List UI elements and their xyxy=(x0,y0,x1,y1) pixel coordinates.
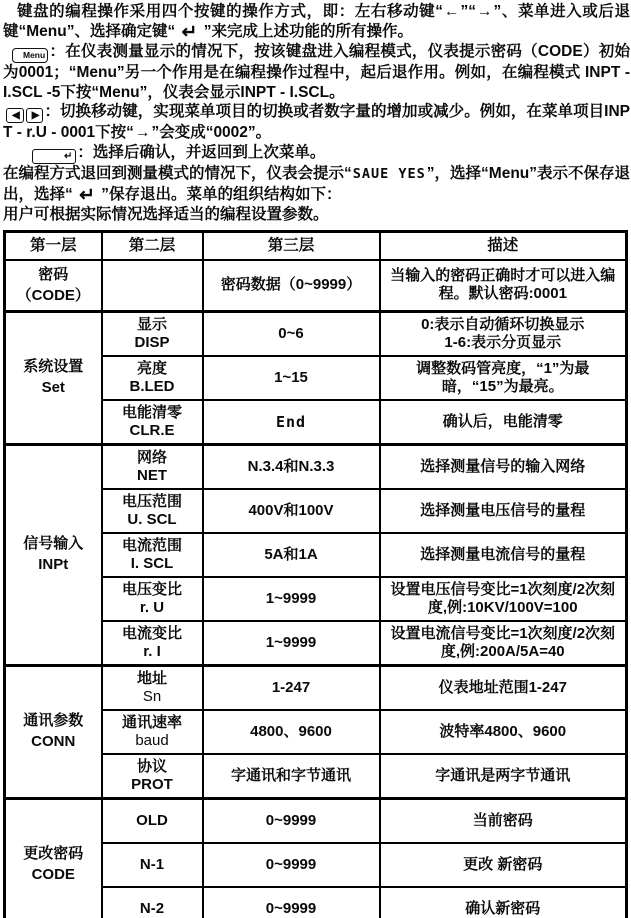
cell-layer3: 0~9999 xyxy=(203,798,380,843)
intro-paragraph xyxy=(3,102,630,143)
table-body xyxy=(5,260,627,918)
cell-description xyxy=(380,665,627,710)
cell-layer3: 1~9999 xyxy=(203,621,380,666)
layer2-line: I. SCL xyxy=(130,554,174,572)
cell-description xyxy=(380,710,627,754)
cell-layer3: 0~6 xyxy=(203,311,380,356)
layer2-line: U. SCL xyxy=(127,510,177,528)
cell-layer3: 字通讯和字节通讯 xyxy=(203,754,380,799)
layer2-line: 显示 xyxy=(136,315,167,333)
column-header: 第三层 xyxy=(203,231,380,260)
layer2-line: 通讯速率 xyxy=(121,713,182,731)
cell-layer2 xyxy=(102,798,203,843)
description-line: 当前密码 xyxy=(472,811,533,829)
layer1-line: 系统设置 xyxy=(23,358,84,376)
intro-paragraph xyxy=(3,143,630,164)
table-header xyxy=(5,231,627,260)
layer2-line: NET xyxy=(137,466,167,484)
description-line: 更改 新密码 xyxy=(463,855,543,873)
intro-paragraph xyxy=(3,42,630,103)
table-row xyxy=(5,444,627,489)
layer1-line: CODE xyxy=(31,866,75,884)
table-row xyxy=(5,311,627,356)
layer2-line: DISP xyxy=(134,333,170,351)
layer2-line: 电流范围 xyxy=(121,536,182,554)
layer2-line: 协议 xyxy=(136,757,167,775)
cell-description xyxy=(380,489,627,533)
layer2-line: N-2 xyxy=(139,899,165,917)
left-key-icon: ◀ xyxy=(6,108,24,123)
cell-layer2 xyxy=(102,400,203,445)
layer2-line: OLD xyxy=(136,811,168,829)
layer2-line: 电能清零 xyxy=(121,403,182,421)
layer2-line: N-1 xyxy=(139,855,165,873)
cell-description xyxy=(380,887,627,918)
cell-description xyxy=(380,260,627,312)
menu-structure-table xyxy=(3,230,628,918)
enter-glyph: ↵ xyxy=(181,21,198,43)
text-run: ”保存退出。菜单的组织结构如下： xyxy=(96,185,342,203)
right-key-icon: ▶ xyxy=(26,108,44,123)
cell-description xyxy=(380,843,627,887)
cell-description xyxy=(380,400,627,445)
text-run: ：选择后确认，并返回到上次菜单。 xyxy=(77,144,326,162)
cell-layer1 xyxy=(5,444,102,665)
header-row xyxy=(5,231,627,260)
cell-layer2 xyxy=(102,356,203,400)
text-run: ”“ xyxy=(460,3,477,20)
description-line: 设置电压信号变比=1次刻度/2次刻度,例:10KV/100V=100 xyxy=(390,580,616,616)
description-line: 字通讯是两字节通讯 xyxy=(435,766,571,784)
text-run: ”、菜单进入或后退键“Menu”、选择确定键“ xyxy=(3,3,630,40)
description-line: 设置电流信号变比=1次刻度/2次刻度,例:200A/5A=40 xyxy=(390,624,616,660)
layer1-line: （CODE） xyxy=(16,286,90,304)
intro-paragraph xyxy=(3,2,630,42)
cell-layer3: 0~9999 xyxy=(203,843,380,887)
cell-layer3: 0~9999 xyxy=(203,887,380,918)
intro-text xyxy=(3,2,630,225)
cell-layer2 xyxy=(102,260,203,312)
cell-description xyxy=(380,798,627,843)
description-line: 仪表地址范围1-247 xyxy=(438,678,567,696)
cell-description xyxy=(380,444,627,489)
layer2-line: 电压变比 xyxy=(121,580,182,598)
cell-layer1 xyxy=(5,665,102,798)
intro-paragraph xyxy=(3,205,630,225)
layer1-line: 通讯参数 xyxy=(23,712,84,730)
description-line: 波特率4800、9600 xyxy=(439,722,567,740)
table-row xyxy=(5,260,627,312)
cell-layer3: N.3.4和N.3.3 xyxy=(203,444,380,489)
cell-description xyxy=(380,356,627,400)
cell-description xyxy=(380,577,627,621)
cell-layer2 xyxy=(102,577,203,621)
cell-layer1 xyxy=(5,260,102,312)
cell-layer2 xyxy=(102,533,203,577)
text-run: ：切换移动键，实现菜单项目的切换或者数字量的增加或减少。例如，在菜单项目INPT - r.U - 0001下按“ xyxy=(3,103,630,142)
left-arrow-glyph: ← xyxy=(444,3,460,20)
cell-description xyxy=(380,621,627,666)
layer1-line: CONN xyxy=(31,733,76,751)
layer2-line: 网络 xyxy=(136,448,167,466)
description-line: 确认新密码 xyxy=(465,899,541,917)
description-line: 确认后，电能清零 xyxy=(442,412,563,430)
layer2-line: PROT xyxy=(131,775,173,793)
cell-layer3: End xyxy=(203,400,380,445)
text-run: 在编程方式退回到测量模式的情况下，仪表会提示“ xyxy=(3,165,352,183)
cell-description xyxy=(380,754,627,799)
text-run: ：在仪表测量显示的情况下，按该键盘进入编程模式，仪表提示密码（CODE）初始为0001；“Menu”另一个作用是在编程操作过程中，起后退作用。例如，在编程模式 INPT - I.SCL -5下按“Menu”，仪表会显示INPT - I.SCL。 xyxy=(3,42,630,101)
cell-layer3: 5A和1A xyxy=(203,533,380,577)
layer1-line: Set xyxy=(41,379,65,397)
enter-glyph: ↵ xyxy=(79,184,95,206)
layer2-line: 亮度 xyxy=(136,359,167,377)
layer2-line: 电流变比 xyxy=(121,624,182,642)
cell-layer2 xyxy=(102,843,203,887)
table-row xyxy=(5,798,627,843)
layer2-line: baud xyxy=(135,731,169,749)
cell-layer2 xyxy=(102,489,203,533)
column-header: 描述 xyxy=(380,231,627,260)
right-arrow-glyph: → xyxy=(134,124,151,142)
text-run: ”来完成上述功能的所有操作。 xyxy=(199,22,414,40)
cell-layer2 xyxy=(102,621,203,666)
layer2-line: Sn xyxy=(142,687,162,705)
cell-layer3: 密码数据（0~9999） xyxy=(203,260,380,312)
enter-key-icon: ↵ xyxy=(32,149,76,164)
layer1-line: 更改密码 xyxy=(23,845,84,863)
description-line: 调整数码管亮度，“1”为最暗，“15”为最亮。 xyxy=(416,359,590,395)
layer2-line: 电压范围 xyxy=(121,492,182,510)
layer2-line: r. U xyxy=(139,598,165,616)
layer1-line: 信号输入 xyxy=(23,535,84,553)
column-header: 第一层 xyxy=(5,231,102,260)
description-line: 当输入的密码正确时才可以进入编程。默认密码:0001 xyxy=(390,267,616,303)
cell-layer2 xyxy=(102,444,203,489)
layer1-line: INPt xyxy=(38,556,69,574)
cell-layer2 xyxy=(102,710,203,754)
table-row xyxy=(5,665,627,710)
text-run: 键盘的编程操作采用四个按键的操作方式，即：左右移动键“ xyxy=(17,3,444,20)
text-run: ”会变成“0002”。 xyxy=(151,124,272,142)
description-line: 1-6:表示分页显示 xyxy=(444,333,562,351)
layer2-line: 地址 xyxy=(136,669,167,687)
cell-layer1 xyxy=(5,798,102,918)
cell-layer3: 400V和100V xyxy=(203,489,380,533)
description-line: 选择测量电流信号的量程 xyxy=(420,545,586,563)
description-line: 选择测量电压信号的量程 xyxy=(420,501,586,519)
column-header: 第二层 xyxy=(102,231,203,260)
cell-layer2 xyxy=(102,311,203,356)
cell-layer3: 1~9999 xyxy=(203,577,380,621)
layer1-line: 密码 xyxy=(38,265,69,283)
text-run: 用户可根据实际情况选择适当的编程设置参数。 xyxy=(3,205,329,223)
intro-paragraph xyxy=(3,164,630,205)
cell-description xyxy=(380,533,627,577)
right-arrow-glyph: → xyxy=(477,3,493,20)
seven-segment-text: SAUE YES xyxy=(352,166,426,183)
cell-layer3: 4800、9600 xyxy=(203,710,380,754)
layer2-line: CLR.E xyxy=(129,421,175,439)
cell-layer2 xyxy=(102,887,203,918)
text-run: ”，选择“Menu”表示不保存退出，选择“ xyxy=(3,165,631,203)
layer2-line: r. I xyxy=(143,642,161,660)
cell-layer2 xyxy=(102,665,203,710)
description-line: 0:表示自动循环切换显示 xyxy=(421,315,585,333)
cell-layer3: 1-247 xyxy=(203,665,380,710)
layer2-line: B.LED xyxy=(129,377,175,395)
cell-layer3: 1~15 xyxy=(203,356,380,400)
menu-key-icon: Menu xyxy=(12,48,48,63)
cell-layer2 xyxy=(102,754,203,799)
cell-description xyxy=(380,311,627,356)
description-line: 选择测量信号的输入网络 xyxy=(420,457,586,475)
cell-layer1 xyxy=(5,311,102,444)
